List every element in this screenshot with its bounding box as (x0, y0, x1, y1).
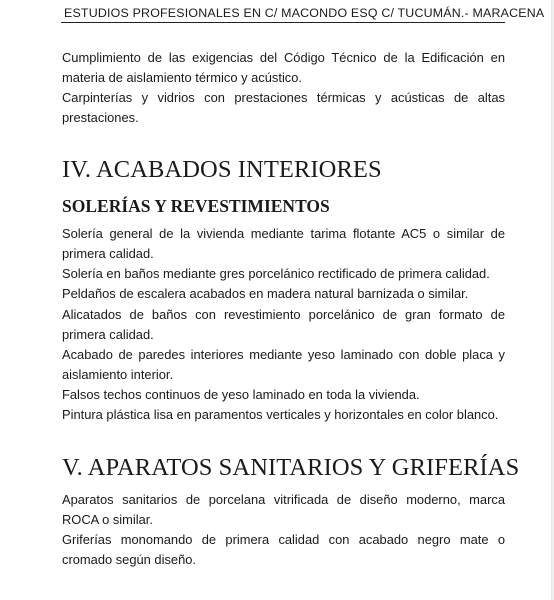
finish-item-4: Alicatados de baños con revestimiento porcelánico de gran formato de primera calidad. (62, 307, 505, 343)
finish-item-6: Falsos techos continuos de yeso laminado en toda la vivienda. (62, 387, 420, 402)
section-4-subtitle: SOLERÍAS Y REVESTIMIENTOS (62, 196, 330, 216)
intro-paragraph-2: Carpinterías y vidrios con prestaciones térmicas y acústicas de altas prestaciones. (62, 90, 505, 126)
finish-item-7: Pintura plástica lisa en paramentos verticales y horizontales en color blanco. (62, 407, 499, 422)
intro-paragraph-1: Cumplimiento de las exigencias del Código Técnico de la Edificación en materia de aislamiento térmico y acústico. (62, 50, 505, 86)
sanitary-item-2: Griferías monomando de primera calidad con acabado negro mate o cromado según diseño. (62, 532, 505, 568)
finish-item-5: Acabado de paredes interiores mediante yeso laminado con doble placa y aislamiento interior. (62, 347, 505, 383)
page-header: ESTUDIOS PROFESIONALES EN C/ MACONDO ESQ C/ TUCUMÁN.- MARACENA (61, 4, 505, 23)
section-4-title: IV. ACABADOS INTERIORES (62, 156, 382, 183)
sanitary-item-1: Aparatos sanitarios de porcelana vitrificada de diseño moderno, marca ROCA o similar. (62, 492, 505, 528)
section-5-title: V. APARATOS SANITARIOS Y GRIFERÍAS (62, 454, 520, 481)
finish-item-1: Solería general de la vivienda mediante tarima flotante AC5 o similar de primera calidad. (62, 226, 505, 262)
finish-item-2: Solería en baños mediante gres porcelánico rectificado de primera calidad. (62, 266, 490, 281)
finish-item-3: Peldaños de escalera acabados en madera natural barnizada o similar. (62, 286, 469, 301)
